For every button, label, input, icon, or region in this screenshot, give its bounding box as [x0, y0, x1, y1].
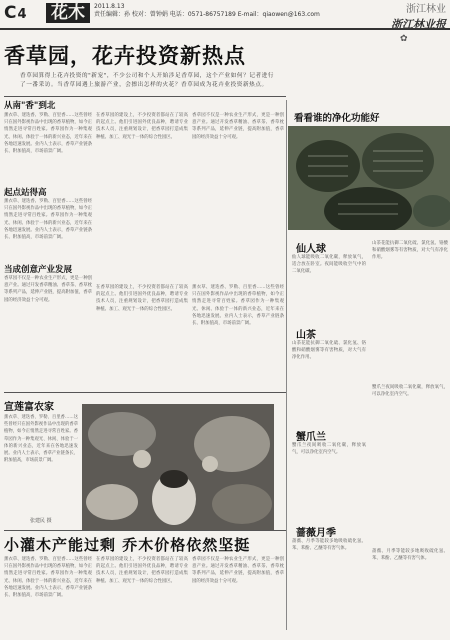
divider: [4, 392, 286, 393]
paper-logo: 浙江林业报: [391, 18, 446, 31]
article-column: 在香草园的建设上，不少投资者都站在了较高的起点上。他们引进国外优良品种，聘请专业技术人员，注重规划设计，把香草园打造成集种植、加工、观光于一体的综合性园区。: [96, 113, 188, 140]
plant-title: 山茶: [296, 330, 316, 341]
article-column: 薰衣草、迷迭香、罗勒、百里香……这些曾经只在国外影视作品中出现的香草植物，如今正悄然走进寻常百姓家。香草园作为一种集观光、休闲、体验于一体的新兴业态，近年来在各地迅速发展。业内人士表示，香草产业链条长、附加值高，市场前景广阔。: [4, 113, 92, 155]
section-heading-1: 从南"香"到北: [4, 101, 56, 111]
lotus-photo: [82, 404, 274, 530]
bottom-headline: 小灌木产能过剩 乔木价格依然坚挺: [4, 536, 251, 554]
plant-text: 蟹爪兰夜间吸收二氧化碳，释放氧气，可以净化室内空气。: [372, 385, 448, 398]
feature-heading: 宣莲富农家: [4, 402, 54, 413]
cactus-photo: [288, 126, 450, 230]
region-label: 浙江林业: [406, 4, 446, 15]
page-headline: 香草园，花卉投资新热点: [4, 44, 246, 68]
plant-title: 仙人球: [296, 244, 326, 255]
feature-caption: 薰衣草、迷迭香、罗勒、百里香……这些曾经只在国外影视作品中出现的香草植物，如今正悄然走进寻常百姓家。香草园作为一种集观光、休闲、体验于一体的新兴业态，近年来在各地迅速发展。业内人士表示，香草产业链条长、附加值高，市场前景广阔。: [4, 415, 78, 464]
plant-text: 蔷薇、月季等能较多地吸收硫化氢、苯、苯酚、乙醚等有害气体。: [292, 539, 366, 552]
divider: [4, 96, 286, 97]
column-separator: [286, 100, 287, 630]
article-column: 在香草园的建设上，不少投资者都站在了较高的起点上。他们引进国外优良品种，聘请专业技术人员，注重规划设计，把香草园打造成集种植、加工、观光于一体的综合性园区。: [96, 285, 188, 312]
section-name: 花木: [46, 3, 90, 23]
lede-text: 香草园算得上花卉投资的"新宠"，不少公司和个人开始涉足香草园，这个产业如何？记者进行了一番采访。当香草园遇上旅游产业，会擦出怎样的火花？香草园成为花卉业投资新热点。: [20, 73, 275, 88]
plant-title: 蟹爪兰: [296, 432, 326, 443]
article-column: 薰衣草、迷迭香、罗勒、百里香……这些曾经只在国外影视作品中出现的香草植物，如今正悄然走进寻常百姓家。香草园作为一种集观光、休闲、体验于一体的新兴业态，近年来在各地迅速发展。业内人士表示，香草产业链条长、附加值高，市场前景广阔。: [4, 199, 92, 241]
article-column: 香草园不仅是一种农业生产形式，更是一种创意产业。通过开发香草精油、香草茶、香草枕等系列产品，延伸产业链，提高附加值，香草园的经济效益十分可观。: [192, 557, 284, 584]
masthead-info: 2011.8.13 责任编辑：孙 校对：曾钟娟 电话：0571-86757189 E-mail：qiaowen@163.com: [94, 3, 320, 18]
section-heading-3: 当成创意产业发展: [4, 265, 73, 275]
article-column: 薰衣草、迷迭香、罗勒、百里香……这些曾经只在国外影视作品中出现的香草植物，如今正悄然走进寻常百姓家。香草园作为一种集观光、休闲、体验于一体的新兴业态，近年来在各地迅速发展。业内人士表示，香草产业链条长、附加值高，市场前景广阔。: [4, 557, 92, 599]
article-column: 在香草园的建设上，不少投资者都站在了较高的起点上。他们引进国外优良品种，聘请专业技术人员，注重规划设计，把香草园打造成集种植、加工、观光于一体的综合性园区。: [96, 557, 188, 584]
photo-credit: 张建民 摄: [30, 518, 52, 524]
divider: [4, 530, 286, 531]
plants-heading: 看看谁的净化功能好: [294, 113, 380, 124]
plant-text: 山茶花能抗御二氧化硫、氯化氢、铬酸和硝酸烟雾等有害物质，对大气有净化作用。: [372, 241, 448, 261]
plant-text: 蔷薇、月季等能较多地吸收硫化氢、苯、苯酚、乙醚等有害气体。: [372, 549, 448, 562]
plant-text: 仙人球能吸收二氧化碳，释放氧气，适合放在卧室。夜间能吸收空气中的二氧化碳。: [292, 255, 366, 275]
article-column: 香草园不仅是一种农业生产形式，更是一种创意产业。通过开发香草精油、香草茶、香草枕等系列产品，延伸产业链，提高附加值，香草园的经济效益十分可观。: [4, 276, 92, 303]
article-column: 香草园不仅是一种农业生产形式，更是一种创意产业。通过开发香草精油、香草茶、香草枕等系列产品，延伸产业链，提高附加值，香草园的经济效益十分可观。: [192, 113, 284, 140]
article-column: 薰衣草、迷迭香、罗勒、百里香……这些曾经只在国外影视作品中出现的香草植物，如今正悄然走进寻常百姓家。香草园作为一种集观光、休闲、体验于一体的新兴业态，近年来在各地迅速发展。业内人士表示，香草产业链条长、附加值高，市场前景广阔。: [192, 285, 284, 327]
plant-text: 山茶花能抗御二氧化硫、氯化氢、铬酸和硝酸烟雾等有害物质，对大气有净化作用。: [292, 341, 366, 361]
decor-flourish: ✿: [400, 34, 408, 44]
plant-title: 蔷薇月季: [296, 528, 336, 539]
section-heading-2: 起点站得高: [4, 188, 47, 198]
plant-text: 蟹爪兰夜间吸收二氧化碳，释放氧气，可以净化室内空气。: [292, 443, 366, 456]
section-code: C4: [4, 3, 28, 23]
